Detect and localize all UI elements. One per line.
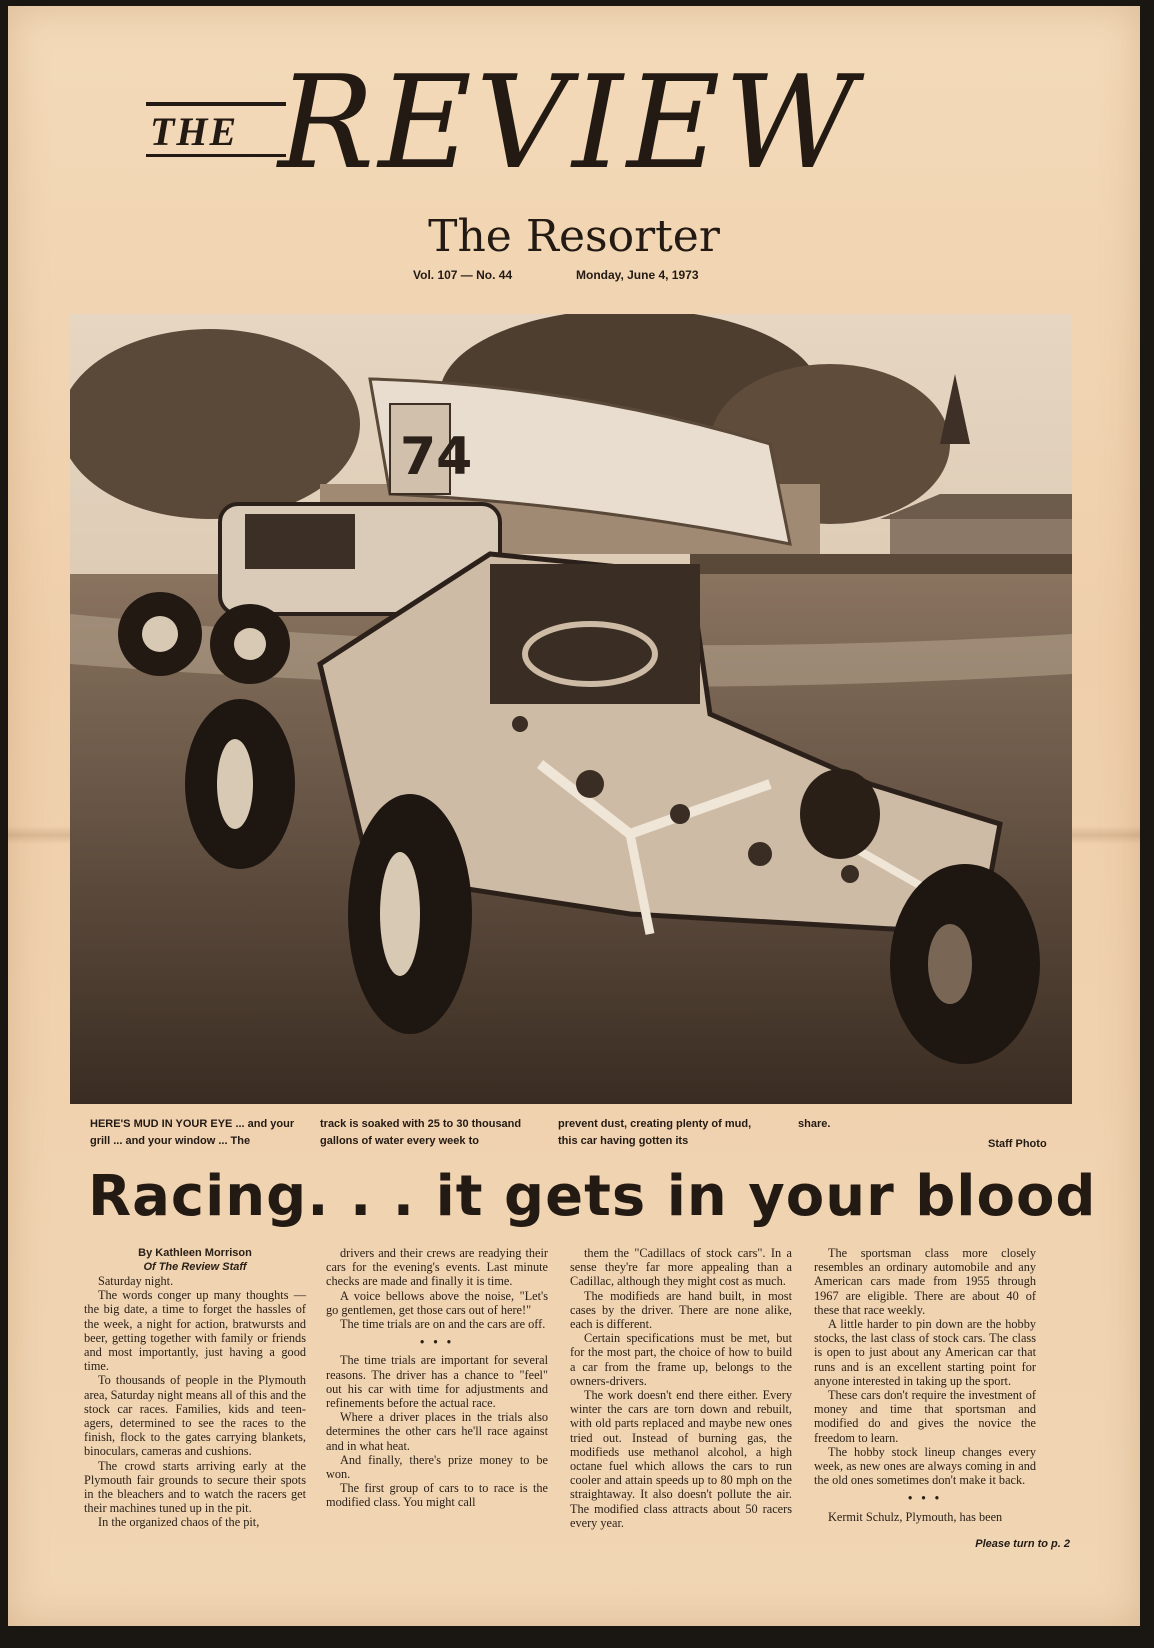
- article-paragraph: Kermit Schulz, Plymouth, has been: [828, 1509, 1003, 1524]
- masthead-rule-bottom: [146, 154, 286, 157]
- photo-credit: Staff Photo: [988, 1138, 1047, 1150]
- car-number: 74: [400, 427, 473, 487]
- section-break: • • •: [419, 1335, 455, 1350]
- photo-caption-part-2: track is soaked with 25 to 30 thousand gallons of water every week to: [320, 1118, 522, 1147]
- article-paragraph: The modifieds are hand built, in most cases by the driver. There are none alike, each is different.: [570, 1288, 792, 1332]
- article-paragraph: These cars don't require the investment of money and time that sportsman and modified do and gives the novice the freedom to learn.: [814, 1388, 1036, 1445]
- newspaper-page: [8, 6, 1140, 1626]
- masthead: [138, 49, 958, 216]
- byline-staff: Of The Review Staff: [143, 1261, 247, 1273]
- masthead-the: THE: [150, 109, 239, 154]
- article-paragraph: Saturday night.: [98, 1274, 174, 1288]
- trees-left: [70, 329, 360, 519]
- masthead-review: REVIEW: [278, 49, 860, 198]
- photo-caption-part-3: prevent dust, creating plenty of mud, this car having gotten its: [558, 1118, 752, 1147]
- article-column-1: [84, 1246, 306, 1530]
- article-paragraph: And finally, there's prize money to be won.: [326, 1452, 548, 1482]
- photo-caption-part-1: HERE'S MUD IN YOUR EYE ... and your grill ... and your window ... The: [90, 1118, 295, 1147]
- photo-caption-part-4: share.: [798, 1118, 831, 1130]
- article-column-2: [326, 1246, 548, 1510]
- race-car-illustration: [70, 314, 1072, 1104]
- article-paragraph: The time trials are on and the cars are off.: [340, 1317, 546, 1332]
- section-break: • • •: [907, 1491, 943, 1506]
- volume-number: Vol. 107 — No. 44: [413, 268, 513, 282]
- article-paragraph: Where a driver places in the trials also determines the other cars he'll race against and in what heat.: [326, 1410, 548, 1453]
- article-paragraph: The work doesn't end there either. Every winter the cars are torn down and rebuilt, with old parts replaced and maybe new ones tried out. Instead of burning gas, the modifieds use methanol alcohol, a high octane fuel which allows the cars to run cooler and attain speeds up to 80 mph on the straightaway. It also doesn't pollute the air. The modified class attracts about 50 racers every year.: [570, 1388, 792, 1530]
- article-paragraph: drivers and their crews are readying their cars for the evening's events. Last minute checks are made and finally it is time.: [326, 1246, 548, 1289]
- article-paragraph: them the "Cadillacs of stock cars". In a sense they're far more appealing than a Cadillac, although they might cost as much.: [570, 1246, 792, 1289]
- issue-date: Monday, June 4, 1973: [576, 268, 699, 282]
- article-paragraph: Certain specifications must be met, but for the most part, the choice of how to build a car from the frame up, belongs to the owners-drivers.: [570, 1331, 792, 1388]
- byline: By Kathleen Morrison: [138, 1247, 252, 1259]
- article-paragraph: The hobby stock lineup changes every week, as new ones are always coming in and the old ones sometimes don't make it back.: [814, 1444, 1036, 1488]
- article-paragraph: To thousands of people in the Plymouth area, Saturday night means all of this and the stock car races. Families, kids and teen-agers, determined to see the races to the finish, flock to the gates carrying blankets, binoculars, cameras and cushions.: [84, 1373, 306, 1459]
- race-car-photo: [70, 314, 1072, 1104]
- article-paragraph: The sportsman class more closely resembles an ordinary automobile and any American cars made from 1955 through 1967 are eligible. There are about 40 of these that race weekly.: [814, 1246, 1036, 1317]
- masthead-rule-top: [146, 102, 286, 106]
- article-paragraph: The words conger up many thoughts — the big date, a time to forget the hassles of the week, a night for action, bratwursts and beer, getting together with family or friends and most importantly, just having a good time.: [84, 1288, 306, 1374]
- article-paragraph: A little harder to pin down are the hobby stocks, the last class of stock cars. The class is open to just about any American car that runs and is an excellent starting point for anyone interested in taking up the sport.: [814, 1317, 1036, 1388]
- article-paragraph: The time trials are important for several reasons. The driver has a chance to "feel" out his car with time for adjustments and refinements before the actual race.: [326, 1353, 548, 1411]
- article-column-4: [814, 1246, 1036, 1524]
- article-paragraph: A voice bellows above the noise, "Let's go gentlemen, get those cars out of here!": [326, 1288, 548, 1317]
- headline: Racing. . . it gets in your blood: [88, 1164, 1097, 1229]
- article-paragraph: The crowd starts arriving early at the Plymouth fair grounds to secure their spots in the bleachers and to watch the racers get their machines tuned up in the pit.: [84, 1458, 306, 1516]
- article-column-3: [570, 1246, 792, 1530]
- article-paragraph: The first group of cars to to race is the modified class. You might call: [326, 1481, 548, 1510]
- continued-on-page: Please turn to p. 2: [975, 1538, 1070, 1550]
- article-paragraph: In the organized chaos of the pit,: [98, 1515, 260, 1530]
- masthead-subtitle: The Resorter: [428, 211, 720, 262]
